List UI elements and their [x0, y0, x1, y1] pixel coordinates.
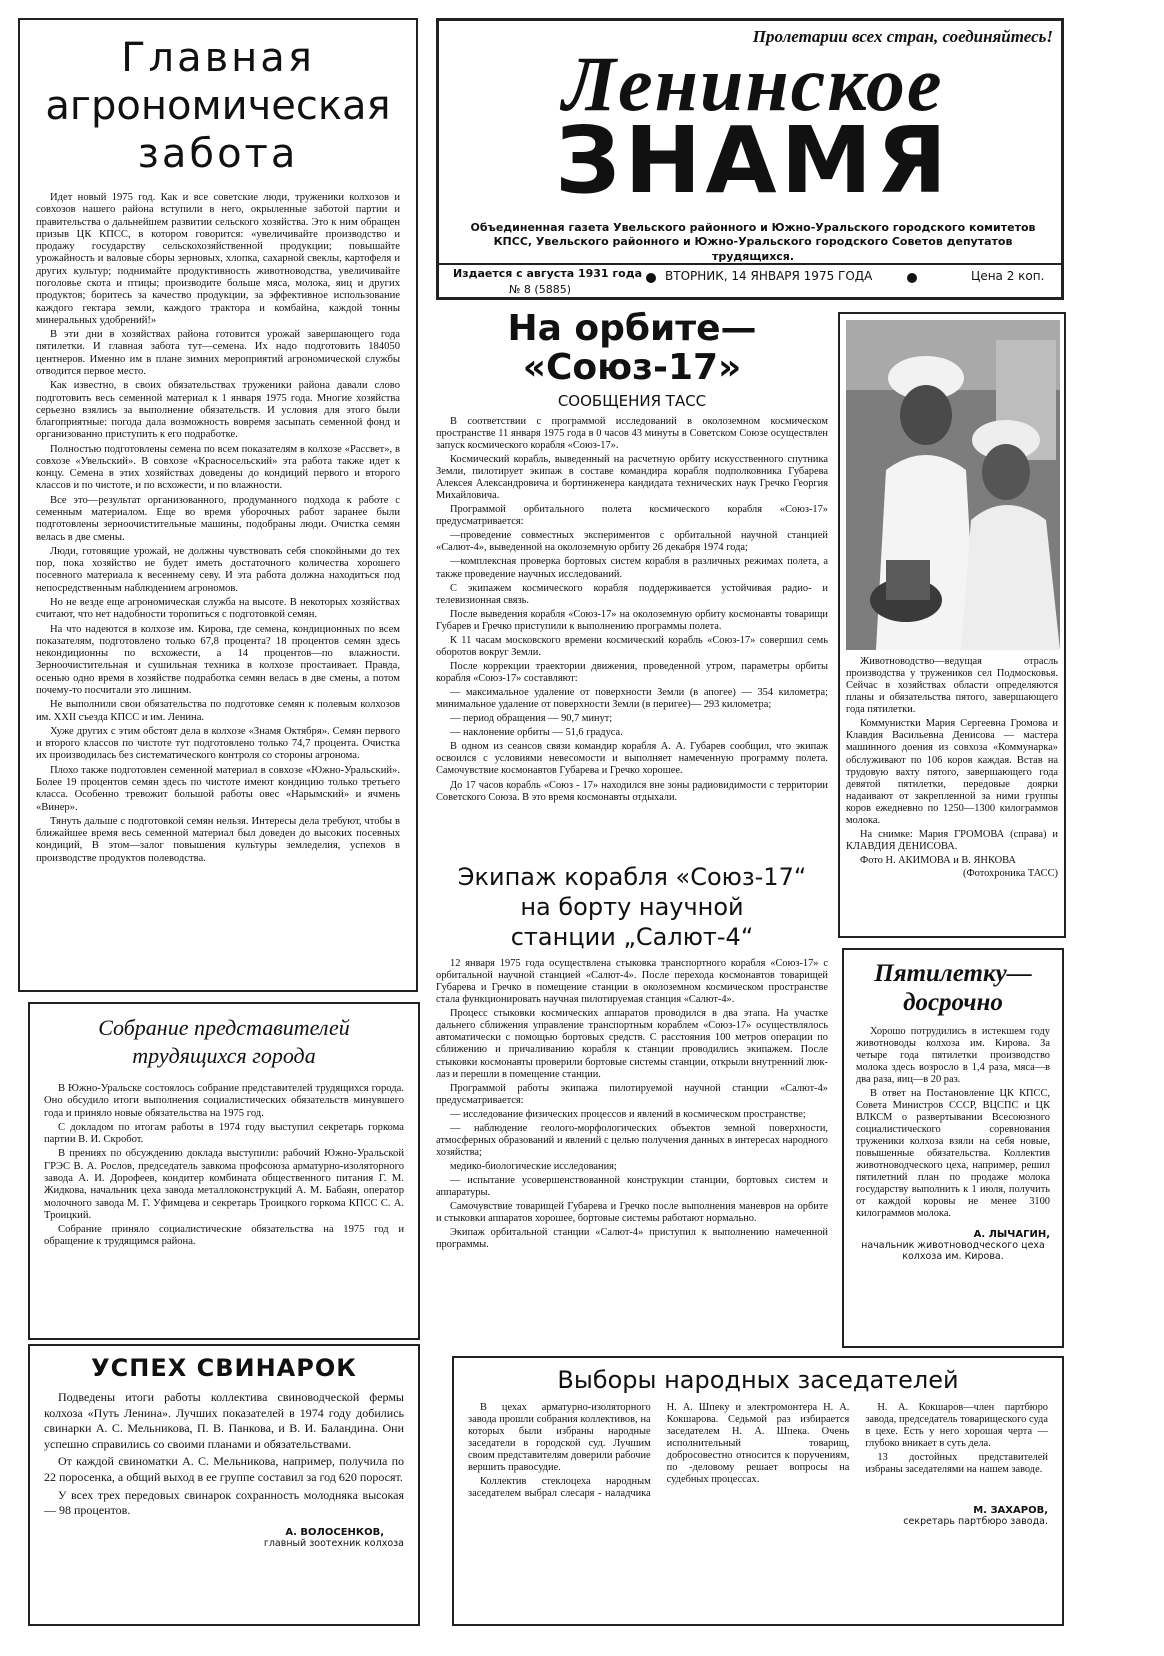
- assembly-body: [44, 1083, 404, 1249]
- masthead-since: Издается с августа 1931 года: [453, 267, 643, 280]
- paragraph: Процесс стыковки космических аппаратов проводился в два этапа. На участке дальнего сближения управление транспортным кораблем «Союз-17» осуществлялось автоматически с помощью бортовых средств. С расстояния 100 метров операции по сближению и причаливанию корабля к станции проводились экипажем. После стыковки космонавты проверили бортовые системы станции, открыли внутренний люк-лаз и перешли в помещение станции.: [436, 1008, 828, 1080]
- photo-caption: [846, 656, 1058, 853]
- masthead-title-script: Ленинское: [562, 40, 944, 127]
- article-pigs: [28, 1344, 420, 1626]
- paragraph: С докладом по итогам работы в 1974 году выступил секретарь горкома партии В. И. Скробот.: [44, 1121, 404, 1146]
- paragraph: Хорошо потрудились в истекшем году животноводы колхоза им. Кирова. За четыре года пятилетки производство молока здесь возросло в 1,4 раза, мяса—в два раза, яиц—в 20 раз.: [856, 1025, 1050, 1085]
- paragraph: — исследование физических процессов и явлений в космическом пространстве;: [450, 1108, 806, 1120]
- masthead-date: ВТОРНИК, 14 ЯНВАРЯ 1975 ГОДА: [665, 269, 873, 283]
- paragraph: До 17 часов корабль «Союз - 17» находился вне зоны радиовидимости с территории Советского Союза. В это время космонавты отдыхали.: [436, 779, 828, 803]
- paragraph: — период обращения — 90,7 минут;: [450, 713, 613, 725]
- paragraph: У всех трех передовых свинарок сохранность молодняка высокая — 98 процентов.: [44, 1487, 404, 1518]
- paragraph: Плохо также подготовлен семенной материал в совхозе «Южно-Уральский». Более 19 процентов семян здесь по чистоте имеют кондицию только третьего класса. Особенно тревожит большой работы овес «Нарымский» и ячмень «Винер».: [36, 764, 400, 813]
- elections-body: [468, 1402, 1048, 1501]
- elections-signature: М. ЗАХАРОВ,: [973, 1504, 1048, 1516]
- paragraph: Все это—результат организованного, продуманного подхода к работе с семенным материалом. Еще во время уборочных работ заранее были подготовлены зерноочистительные машины, подобраны люди. Очистка семян велась в две смены.: [36, 494, 400, 543]
- elections-signature-title: секретарь партбюро завода.: [903, 1515, 1048, 1527]
- paragraph: Н. А. Кокшаров—член партбюро завода, председатель товарищеского суда в цехе. Есть у него хорошая черта — глубоко вникает в суть дела.: [865, 1402, 1048, 1450]
- photo-image: [846, 320, 1060, 650]
- paragraph: В прениях по обсуждению доклада выступили: рабочий Южно-Уральской ГРЭС В. А. Рослов, председатель завкома профсоюза арматурно-изоляторного завода А. И. Дорофеев, кондитер комбината общественного питания Г. М. Жидкова, начальник цеха завода металлоконструкций А. М. Бабаян, оператор молочного завода М. Г. Уфимцева и секретарь Троицкого горкома КПСС С. А. Троицкий.: [44, 1148, 404, 1221]
- paragraph: —проведение совместных экспериментов с орбитальной научной станцией «Салют-4», выведенной на околоземную орбиту 26 декабря 1974 года;: [436, 530, 828, 554]
- paragraph: Но не везде еще агрономическая служба на высоте. В некоторых хозяйствах считают, что нет надобности торопиться с подготовкой семян.: [36, 597, 400, 621]
- paragraph: — наклонение орбиты — 51,6 градуса.: [450, 727, 623, 739]
- paragraph: Подведены итоги работы коллектива свиноводческой фермы колхоза «Путь Ленина». Лучших показателей в 1974 году добились свинарки А. С. Мельникова, П. В. Панкова, и В. И. Баландина. Они успешно справились со своими планами и обязательствами.: [44, 1390, 404, 1451]
- elections-headline: Выборы народных заседателей: [557, 1366, 959, 1394]
- paragraph: — наблюдение геолого-морфологических объектов земной поверхности, атмосферных образований и явлений с целью получения данных в интересах народного хозяйства;: [436, 1122, 828, 1158]
- agronomy-headline: Главная агрономическая забота: [45, 35, 391, 177]
- paragraph: Тянуть дальше с подготовкой семян нельзя. Интересы дела требуют, чтобы в ближайшее время весь семенной материал был доведен до высоких посевных кондиций, В этом—залог повышения культуры земледелия, успехов в производстве продуктов полеводства.: [36, 815, 400, 864]
- article-agronomy: [18, 18, 418, 992]
- paragraph: Коллектив стеклоцеха народным заседателем выбрал слесаря - наладчика Н. А. Шпеку и электромонтера Н. А. Кокшарова. Седьмой раз избирается заседателем Н. А. Шпека. Очень исполнительный товарищ, добросовестно относится к поручениям, по -деловому решает вопросы на судебных процессах.: [468, 1402, 850, 1500]
- article-soyuz: [436, 310, 828, 855]
- assembly-headline: Собрание представителей трудящихся города: [98, 1015, 350, 1068]
- masthead-price: Цена 2 коп.: [971, 269, 1045, 283]
- five-year-signature: А. ЛЫЧАГИН,: [973, 1228, 1050, 1240]
- photo-credit: Фото Н. АКИМОВА и В. ЯНКОВА: [860, 855, 1016, 866]
- paragraph: — испытание усовершенствованной конструкции станции, бортовых систем и аппаратуры.: [436, 1175, 828, 1199]
- paragraph: В соответствии с программой исследований в околоземном космическом пространстве 11 января 1975 года в 0 часов 43 минуты в Советском Союзе осуществлен запуск космического корабля «Союз-17».: [436, 415, 828, 451]
- paragraph: Как известно, в своих обязательствах труженики района давали слово подготовить весь семенной материал к 1 января 1975 года. Многие хозяйства серьезно взялись за выполнение обязательств. И условия для этого были благоприятные: погода дала возможность вовремя засыпать семенной фонд и организованно приступить к его подработке.: [36, 380, 400, 441]
- soyuz-headline: На орбите— «Союз-17»: [507, 310, 757, 388]
- bullet-icon: [646, 273, 656, 283]
- article-elections: [452, 1356, 1064, 1626]
- soyuz-body: [436, 416, 828, 804]
- five-year-headline: Пятилетку— досрочно: [874, 960, 1032, 1016]
- paragraph: На что надеются в колхозе им. Кирова, где семена, кондиционных по всем показателям, подготовлено только 67,8 процента? 18 процентов семян здесь некондиционны по всхожести, а 14 процентов—по влажности. Зерноочистительная и сушильная техника в колхозе простаивает. Правда, осенью одно время в хозяйстве подработка семян велась в две смены, а потом почему-то посчитали это лишним.: [36, 623, 400, 696]
- paragraph: К 11 часам московского времени космический корабль «Союз-17» совершил семь оборотов вокруг Земли.: [436, 634, 828, 658]
- photo-milkmaids: [846, 320, 1060, 650]
- masthead: [436, 18, 1064, 300]
- paragraph: Программой работы экипажа пилотируемой научной станции «Салют-4» предусматривается:: [436, 1082, 828, 1106]
- pigs-signature-title: главный зоотехник колхоза: [263, 1537, 404, 1549]
- paragraph: Не выполнили свои обязательства по подготовке семян к полевым колхозов им. XXII съезда КПСС и им. Ленина.: [36, 699, 400, 723]
- paragraph: Животноводство—ведущая отрасль производства у тружеников сел Подмосковья. Сейчас в хозяйствах области определяются планы и обязательства пятого, завершающего года пятилетки.: [846, 656, 1058, 716]
- article-five-year: [842, 948, 1064, 1348]
- paragraph: От каждой свиноматки А. С. Мельникова, например, получила по 22 поросенка, а общий выход в ее группе составил за год 620 поросят.: [44, 1454, 404, 1484]
- paragraph: Космический корабль, выведенный на расчетную орбиту искусственного спутника Земли, пилотирует экипаж в составе командира корабля подполковника Губарева Алексея Александровича и бортинженера кандидата технических наук Гречко Георгия Михайловича.: [436, 453, 828, 502]
- five-year-signature-title: начальник животноводческого цеха колхоза им. Кирова.: [861, 1239, 1045, 1262]
- photo-block: [838, 312, 1066, 938]
- paragraph: Полностью подготовлены семена по всем показателям в колхозе «Рассвет», в совхозе «Увельский». В совхозе «Красносельский» эта работа также идет к концу. Семена в этих хозяйствах доведены до кондиций первого и второго классов и по чистоте, и по всхожести, и по влажности.: [36, 443, 400, 492]
- paragraph: Собрание приняло социалистические обязательства на 1975 год и обращение к трудящимся района.: [44, 1224, 404, 1248]
- paragraph: Самочувствие товарищей Губарева и Гречко после выполнения маневров на орбите и стыковки аппаратов хорошее, бортовые системы работают нормально.: [436, 1201, 828, 1225]
- masthead-title-main: ЗНАМЯ: [555, 115, 951, 207]
- pigs-headline: УСПЕХ СВИНАРОК: [91, 1354, 357, 1382]
- photo-chronicle: (Фотохроника ТАСС): [962, 868, 1058, 879]
- article-assembly: [28, 1002, 420, 1340]
- paragraph: После выведения корабля «Союз-17» на околоземную орбиту космонавты товарищи Губарев и Гречко приступили к выполнению программы полета.: [436, 608, 828, 632]
- pigs-signature: А. ВОЛОСЕНКОВ,: [285, 1526, 384, 1538]
- paragraph: На снимке: Мария ГРОМОВА (справа) и КЛАВДИЯ ДЕНИСОВА.: [846, 828, 1058, 852]
- paragraph: медико-биологические исследования;: [450, 1161, 617, 1172]
- paragraph: В цехах арматурно-изоляторного завода прошли собрания коллективов, на которых были избраны народные заседатели в городской суд. Лучшим своим представителям доверили рабочие вершить правосудие.: [468, 1402, 651, 1474]
- paragraph: С экипажем космического корабля поддерживается устойчивая радио- и телевизионная связь.: [436, 582, 828, 606]
- masthead-slogan: Пролетарии всех стран, соединяйтесь!: [752, 27, 1053, 46]
- salyut-headline: Экипаж корабля «Союз-17“ на борту научной станции „Салют-4“: [457, 863, 807, 951]
- bullet-icon: [907, 273, 917, 283]
- pigs-body: [44, 1390, 404, 1519]
- paragraph: В Южно-Уральске состоялось собрание представителей трудящихся города. Оно обсудило итоги выполнения социалистических обязательств минувшего года и приняло новые обязательства на 1975 год.: [44, 1083, 404, 1119]
- paragraph: —комплексная проверка бортовых систем корабля в различных режимах полета, а также проведение научных исследований.: [436, 556, 828, 580]
- masthead-issue: № 8 (5885): [509, 283, 572, 296]
- paragraph: Коммунистки Мария Сергеевна Громова и Клавдия Васильевна Денисова — мастера машинного доения из совхоза «Коммунарка» обслуживают по 106 коров каждая. Встав на трудовую вахту пятого, завершающего года девятой пятилетки, передовые доярки надаивают от закрепленной за ними группы коров ежедневно по 1250—1300 килограммов молока.: [846, 718, 1058, 826]
- paragraph: После коррекции траектории движения, проведенной утром, параметры орбиты корабля «Союз-17» составляют:: [436, 660, 828, 684]
- masthead-subtitle: Объединенная газета Увельского районного и Южно-Уральского городского комитетов КПСС, Увельского районного и Южно-Уральского городского Советов депутатов трудящихся.: [470, 221, 1036, 263]
- paragraph: Программой орбитального полета космического корабля «Союз-17» предусматривается:: [436, 504, 828, 528]
- paragraph: В одном из сеансов связи командир корабля А. А. Губарев сообщил, что экипаж освоился с условиями невесомости и выполняет намеченную программу полета. Самочувствие космонавтов Губарева и Гречко хорошее.: [436, 741, 828, 777]
- paragraph: В ответ на Постановление ЦК КПСС, Совета Министров СССР, ВЦСПС и ЦК ВЛКСМ о развертывании Всесоюзного социалистического соревнования труженики колхоза взяли на себя новые, повышенные обязательства. Коллектив животноводческого цеха, например, решил пятилетний план по продаже молока государству выполнить к 1 июля, получить от каждой коровы не менее 3100 килограммов молока.: [856, 1087, 1050, 1220]
- masthead-rule: [439, 263, 1064, 265]
- salyut-body: [436, 958, 828, 1251]
- agronomy-body: [36, 192, 400, 865]
- paragraph: 13 достойных представителей избраны заседателями на нашем заводе.: [865, 1452, 1048, 1476]
- paragraph: 12 января 1975 года осуществлена стыковка транспортного корабля «Союз-17» с орбитальной научной станцией «Салют-4». После перехода космонавтов товарищей Губарева и Гречко в помещение станции в околоземном космическом пространстве стала функционировать научная пилотируемая станция «Салют-4».: [436, 958, 828, 1006]
- article-salyut: [436, 862, 828, 1350]
- paragraph: Идет новый 1975 год. Как и все советские люди, труженики колхозов и совхозов нашего района вступили в него, окрыленные заботой партии и правительства о дальнейшем развитии сельского хозяйства. Это к ним обращен призыв ЦК КПСС, в котором говорится: «увеличивайте производство и продажу государству сельскохозяйственной продукции; повышайте урожайность и валовые сборы зерновых, хлопка, сахарной свеклы, картофеля и других культур; поднимайте продуктивность животноводства, увеличивайте поголовье скота и птицы; производите больше мяса, молока, яиц и других продуктов; боритесь за качество продукции, за эффективное использование каждого гектара земли, каждого трактора и комбайна, каждой тонны минеральных удобрений!»: [36, 192, 400, 326]
- paragraph: Экипаж орбитальной станции «Салют-4» приступил к выполнению намеченной программы.: [436, 1227, 828, 1251]
- paragraph: Люди, готовящие урожай, не должны чувствовать себя спокойными до тех пор, пока хозяйство не будет иметь достаточного количества хорошего посевного материала к весеннему севу. И эта работа должна находиться под непосредственным наблюдением агрономов.: [36, 545, 400, 594]
- paragraph: — максимальное удаление от поверхности Земли (в апогее) — 354 километра; минимальное удаление от поверхности Земли (в перигее)— 293 километра;: [436, 687, 828, 711]
- five-year-body: [856, 1026, 1050, 1221]
- soyuz-source: СООБЩЕНИЯ ТАСС: [557, 391, 707, 410]
- paragraph: В эти дни в хозяйствах района готовится урожай завершающего года пятилетки. И главная забота тут—семена. Их надо подготовить 184050 центнеров. Именно им в плане зимних мероприятий агрономической службы отводится первое место.: [36, 329, 400, 377]
- paragraph: Хуже других с этим обстоят дела в колхозе «Знамя Октября». Семян первого и второго классов по чистоте тут подготовлено только 74,7 процента. Очистка их производилась без систематического контроля со стороны агронома.: [36, 725, 400, 762]
